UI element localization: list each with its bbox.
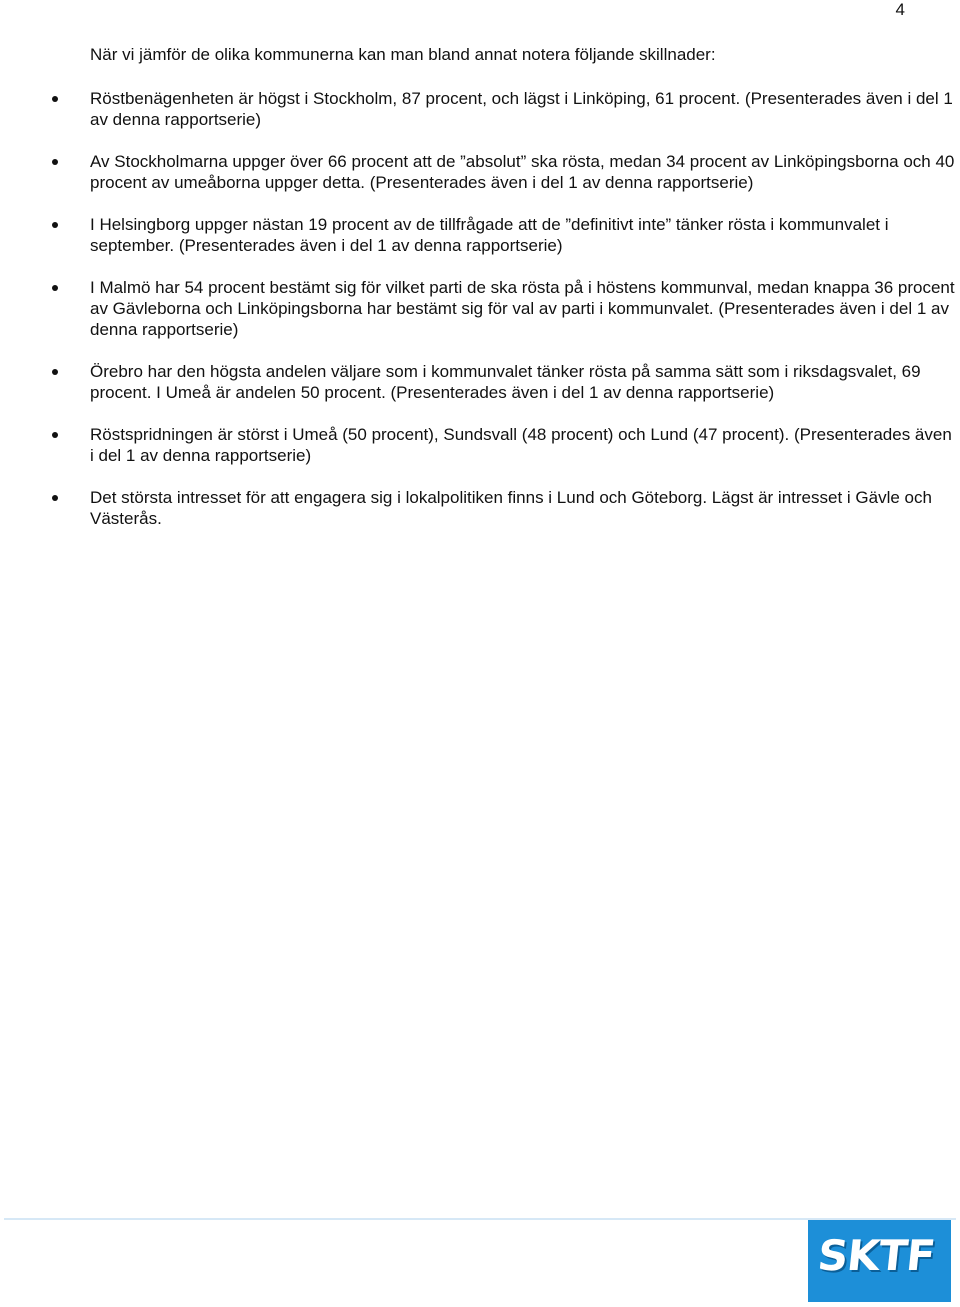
list-item <box>0 487 960 529</box>
list-item-text: Röstbenägenheten är högst i Stockholm, 87 procent, och lägst i Linköping, 61 procent. (Presenterades även i del 1 av denna rapportserie) <box>90 89 953 129</box>
bullet-icon <box>52 495 58 501</box>
list-item <box>0 277 960 340</box>
bullet-icon <box>52 222 58 228</box>
bullet-icon <box>52 159 58 165</box>
bullet-icon <box>52 96 58 102</box>
sktf-logo <box>808 1220 951 1302</box>
list-item-text: Örebro har den högsta andelen väljare som i kommunvalet tänker rösta på samma sätt som i riksdagsvalet, 69 procent. I Umeå är andelen 50 procent. (Presenterades även i del 1 av denna rapportserie) <box>90 362 921 402</box>
page-number: 4 <box>895 0 905 19</box>
list-item-text: I Malmö har 54 procent bestämt sig för vilket parti de ska rösta på i höstens kommunval, medan knappa 36 procent av Gävleborna och Linköpingsborna har bestämt sig för val av parti i kommunvalet. (Presenterades även i del 1 av denna rapportserie) <box>90 278 955 339</box>
bullet-list <box>0 88 960 550</box>
list-item-text: Det största intresset för att engagera sig i lokalpolitiken finns i Lund och Göteborg. Lägst är intresset i Gävle och Västerås. <box>90 488 932 528</box>
list-item <box>0 361 960 403</box>
list-item-text: Röstspridningen är störst i Umeå (50 procent), Sundsvall (48 procent) och Lund (47 procent). (Presenterades även i del 1 av denna rapportserie) <box>90 425 952 465</box>
list-item-text: Av Stockholmarna uppger över 66 procent att de ”absolut” ska rösta, medan 34 procent av Linköpingsborna och 40 procent av umeåborna uppger detta. (Presenterades även i del 1 av denna rapportserie) <box>90 152 955 192</box>
list-item <box>0 424 960 466</box>
bullet-icon <box>52 285 58 291</box>
list-item <box>0 151 960 193</box>
bullet-icon <box>52 369 58 375</box>
list-item-text: I Helsingborg uppger nästan 19 procent av de tillfrågade att de ”definitivt inte” tänker rösta i kommunvalet i september. (Presenterades även i del 1 av denna rapportserie) <box>90 215 889 255</box>
intro-paragraph: När vi jämför de olika kommunerna kan man bland annat notera följande skillnader: <box>90 45 716 64</box>
list-item <box>0 214 960 256</box>
list-item <box>0 88 960 130</box>
logo-text: SKTF <box>815 1231 937 1280</box>
bullet-icon <box>52 432 58 438</box>
